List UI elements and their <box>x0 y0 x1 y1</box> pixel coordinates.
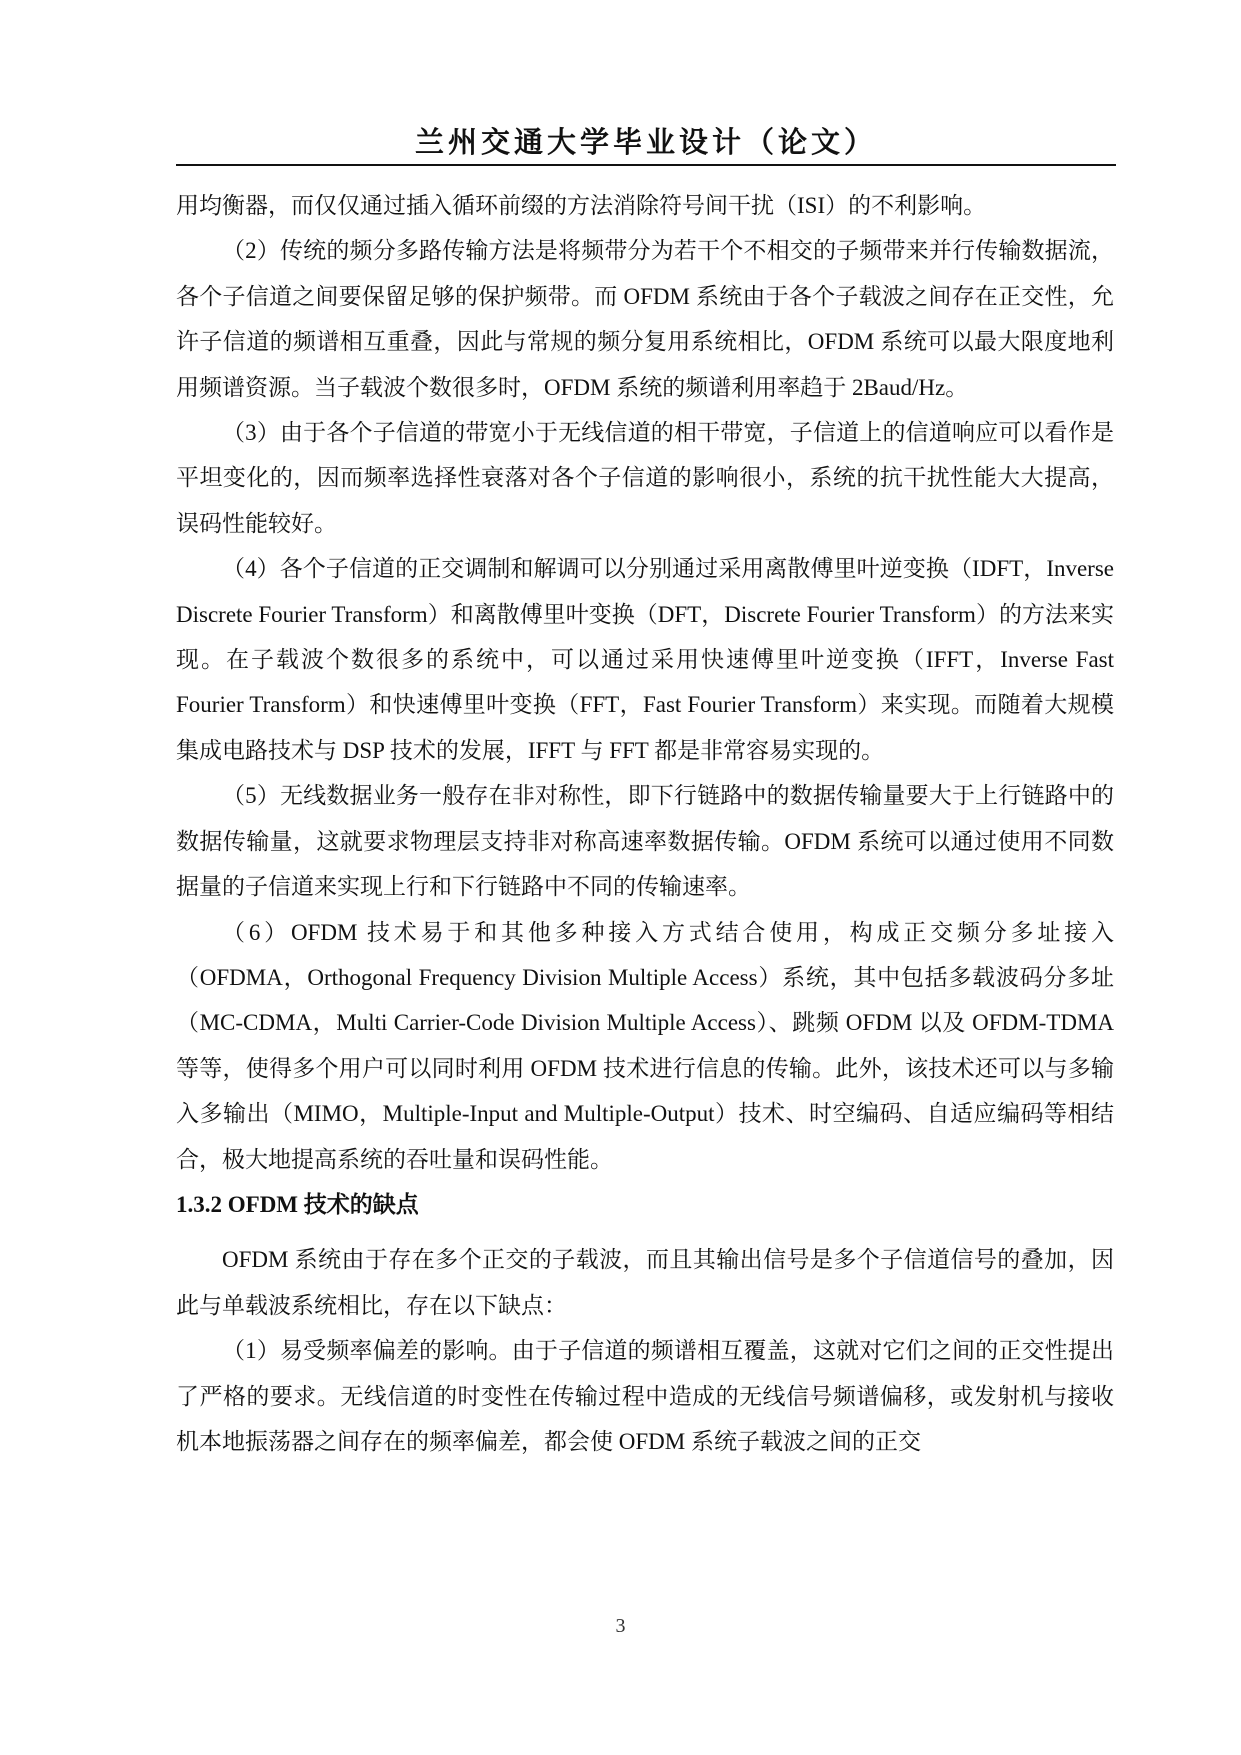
paragraph-intro-drawbacks: OFDM 系统由于存在多个正交的子载波，而且其输出信号是多个子信道信号的叠加，因此与单载波系统相比，存在以下缺点： <box>176 1247 1114 1318</box>
page-body <box>176 183 1114 1464</box>
header-title: 兰州交通大学毕业设计（论文） <box>414 125 877 159</box>
paragraph-continuation: 用均衡器，而仅仅通过插入循环前缀的方法消除符号间干扰（ISI）的不利影响。 <box>176 193 987 218</box>
paragraph-drawback-1: （1）易受频率偏差的影响。由于子信道的频谱相互覆盖，这就对它们之间的正交性提出了严格的要求。无线信道的时变性在传输过程中造成的无线信号频谱偏移，或发射机与接收机本地振荡器之间存在的频率偏差，都会使 OFDM 系统子载波之间的正交 <box>176 1338 1114 1454</box>
page-header <box>176 112 1116 166</box>
paragraph-item-6: （6）OFDM 技术易于和其他多种接入方式结合使用，构成正交频分多址接入（OFDMA，Orthogonal Frequency Division Multiple Access）系统，其中包括多载波码分多址（MC-CDMA，Multi Carrier-Code Division Multiple Access）、跳频 OFDM 以及 OFDM-TDMA 等等，使得多个用户可以同时利用 OFDM 技术进行信息的传输。此外，该技术还可以与多输入多输出（MIMO，Multiple-Input and Multiple-Output）技术、时空编码、自适应编码等相结合，极大地提高系统的吞吐量和误码性能。 <box>176 919 1114 1172</box>
paragraph-item-3: （3）由于各个子信道的带宽小于无线信道的相干带宽，子信道上的信道响应可以看作是平坦变化的，因而频率选择性衰落对各个子信道的影响很小，系统的抗干扰性能大大提高，误码性能较好。 <box>176 420 1114 536</box>
paragraph-item-2: （2）传统的频分多路传输方法是将频带分为若干个不相交的子频带来并行传输数据流，各个子信道之间要保留足够的保护频带。而 OFDM 系统由于各个子载波之间存在正交性，允许子信道的频谱相互重叠，因此与常规的频分复用系统相比，OFDM 系统可以最大限度地利用频谱资源。当子载波个数很多时，OFDM 系统的频谱利用率趋于 2Baud/Hz。 <box>176 238 1114 400</box>
section-heading: 1.3.2 OFDM 技术的缺点 <box>176 1191 419 1217</box>
page-number: 3 <box>615 1615 626 1637</box>
paragraph-item-5: （5）无线数据业务一般存在非对称性，即下行链路中的数据传输量要大于上行链路中的数据传输量，这就要求物理层支持非对称高速率数据传输。OFDM 系统可以通过使用不同数据量的子信道来实现上行和下行链路中不同的传输速率。 <box>176 783 1114 900</box>
paragraph-item-4: （4）各个子信道的正交调制和解调可以分别通过采用离散傅里叶逆变换（IDFT，Inverse Discrete Fourier Transform）和离散傅里叶变换（DFT，Discrete Fourier Transform）的方法来实现。在子载波个数很多的系统中，可以通过采用快速傅里叶逆变换（IFFT，Inverse Fast Fourier Transform）和快速傅里叶变换（FFT，Fast Fourier Transform）来实现。而随着大规模集成电路技术与 DSP 技术的发展，IFFT 与 FFT 都是非常容易实现的。 <box>176 556 1114 763</box>
